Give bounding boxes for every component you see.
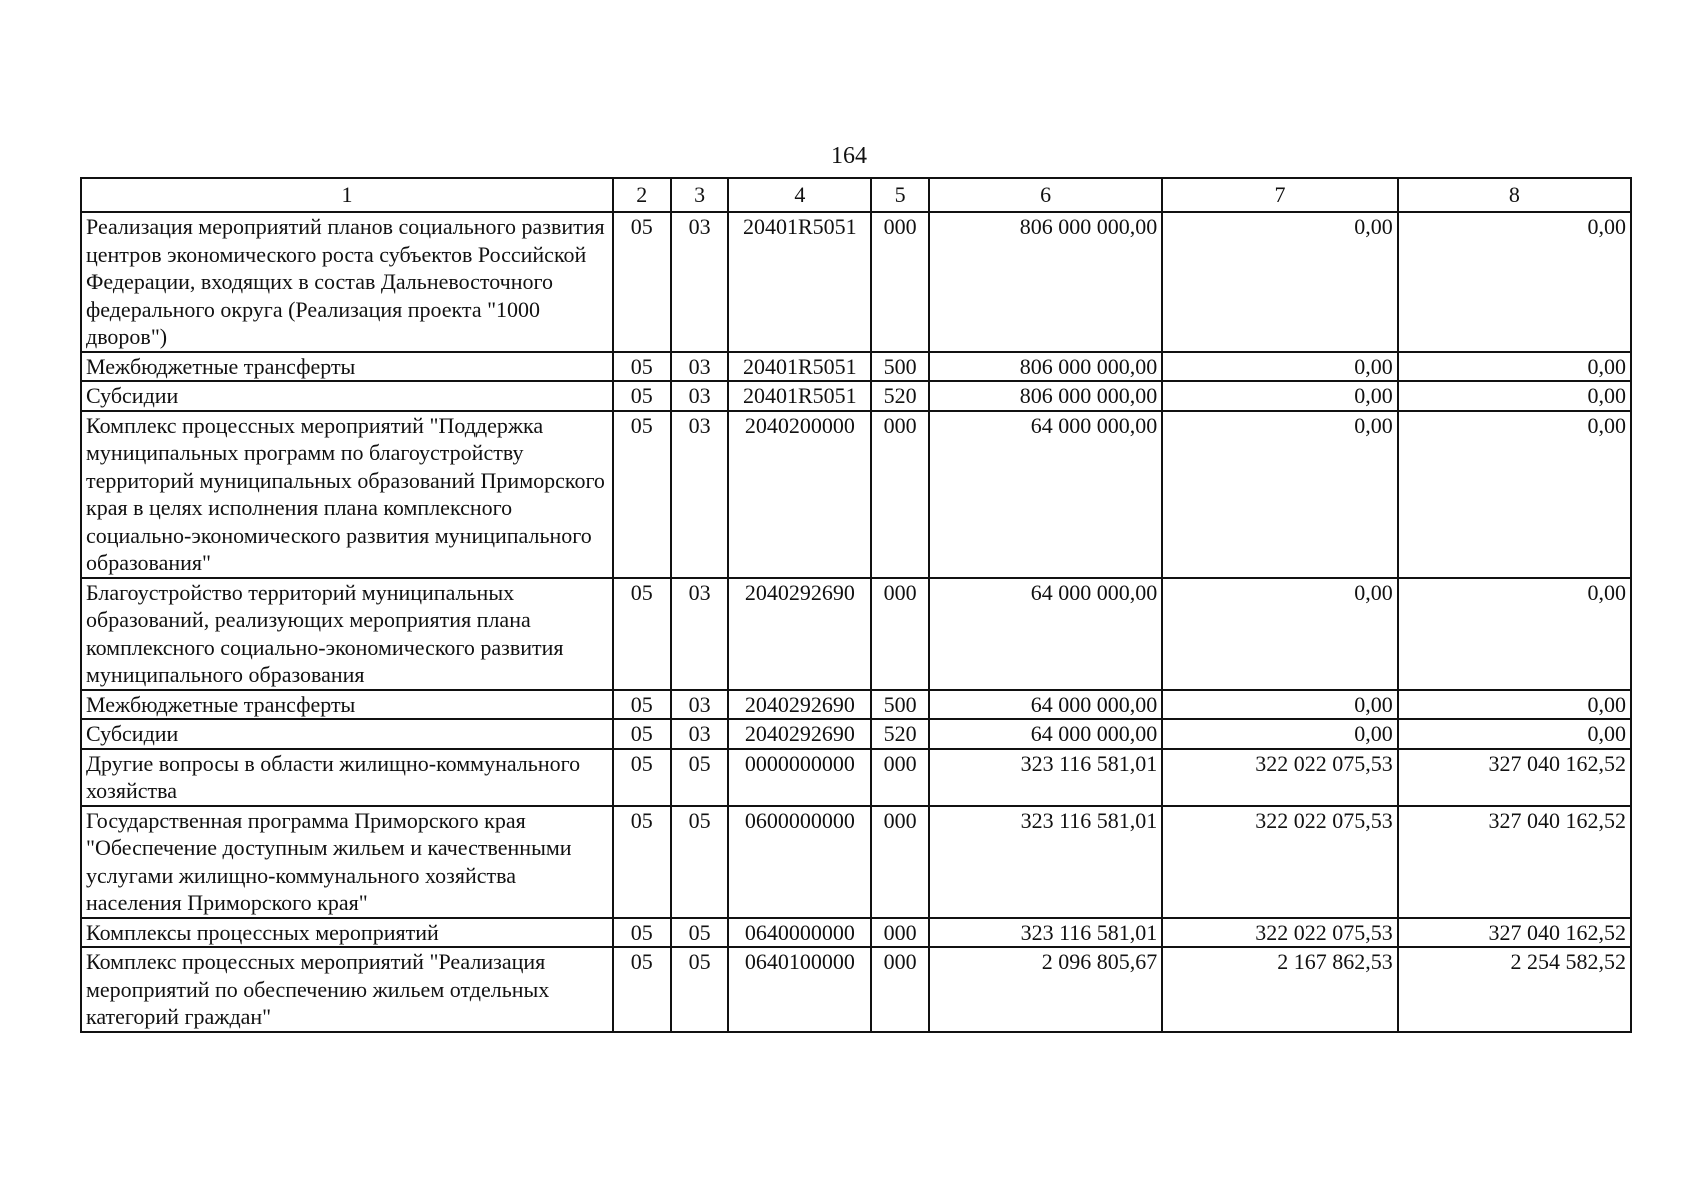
section-code: 05: [613, 212, 671, 352]
subsection-code: 03: [671, 411, 729, 578]
target-article-code: 2040292690: [728, 578, 871, 690]
amount-col-6: 323 116 581,01: [929, 806, 1162, 918]
amount-col-6: 64 000 000,00: [929, 411, 1162, 578]
expense-type-code: 000: [871, 918, 929, 948]
amount-col-7: 322 022 075,53: [1162, 806, 1397, 918]
row-name: Комплексы процессных мероприятий: [81, 918, 613, 948]
amount-col-8: 0,00: [1398, 381, 1631, 411]
amount-col-8: 327 040 162,52: [1398, 806, 1631, 918]
row-name: Другие вопросы в области жилищно-коммунального хозяйства: [81, 749, 613, 806]
table-row: [81, 352, 1631, 382]
expense-type-code: 000: [871, 411, 929, 578]
header-cell-5: 5: [871, 178, 929, 212]
header-cell-2: 2: [613, 178, 671, 212]
amount-col-6: 806 000 000,00: [929, 381, 1162, 411]
amount-col-6: 323 116 581,01: [929, 749, 1162, 806]
target-article-code: 0600000000: [728, 806, 871, 918]
subsection-code: 05: [671, 918, 729, 948]
amount-col-7: 0,00: [1162, 381, 1397, 411]
expense-type-code: 000: [871, 212, 929, 352]
section-code: 05: [613, 719, 671, 749]
table-row: [81, 918, 1631, 948]
section-code: 05: [613, 749, 671, 806]
section-code: 05: [613, 352, 671, 382]
amount-col-7: 0,00: [1162, 719, 1397, 749]
amount-col-7: 322 022 075,53: [1162, 918, 1397, 948]
expense-type-code: 520: [871, 381, 929, 411]
amount-col-6: 64 000 000,00: [929, 719, 1162, 749]
row-name: Реализация мероприятий планов социального развития центров экономического роста субъектов Российской Федерации, входящих в состав Дальневосточного федерального округа (Реализация проекта "1000 дворов"): [81, 212, 613, 352]
expense-type-code: 520: [871, 719, 929, 749]
amount-col-8: 327 040 162,52: [1398, 918, 1631, 948]
table-row: [81, 947, 1631, 1032]
table-row: [81, 806, 1631, 918]
expense-type-code: 500: [871, 352, 929, 382]
amount-col-8: 0,00: [1398, 352, 1631, 382]
amount-col-7: 0,00: [1162, 352, 1397, 382]
subsection-code: 05: [671, 947, 729, 1032]
amount-col-6: 806 000 000,00: [929, 212, 1162, 352]
table-row: [81, 578, 1631, 690]
expense-type-code: 000: [871, 749, 929, 806]
section-code: 05: [613, 690, 671, 720]
table-row: [81, 719, 1631, 749]
subsection-code: 03: [671, 690, 729, 720]
subsection-code: 05: [671, 749, 729, 806]
page-number: 164: [831, 143, 867, 169]
row-name: Комплекс процессных мероприятий "Реализация мероприятий по обеспечению жильем отдельных категорий граждан": [81, 947, 613, 1032]
target-article-code: 20401R5051: [728, 352, 871, 382]
table-row: [81, 749, 1631, 806]
row-name: Благоустройство территорий муниципальных образований, реализующих мероприятия плана комплексного социально-экономического развития муниципального образования: [81, 578, 613, 690]
target-article-code: 20401R5051: [728, 212, 871, 352]
header-cell-4: 4: [728, 178, 871, 212]
subsection-code: 03: [671, 578, 729, 690]
target-article-code: 0000000000: [728, 749, 871, 806]
row-name: Межбюджетные трансферты: [81, 352, 613, 382]
section-code: 05: [613, 381, 671, 411]
amount-col-8: 0,00: [1398, 578, 1631, 690]
header-cell-3: 3: [671, 178, 729, 212]
section-code: 05: [613, 918, 671, 948]
target-article-code: 20401R5051: [728, 381, 871, 411]
expense-type-code: 000: [871, 806, 929, 918]
header-cell-6: 6: [929, 178, 1162, 212]
target-article-code: 2040292690: [728, 719, 871, 749]
amount-col-7: 0,00: [1162, 411, 1397, 578]
subsection-code: 05: [671, 806, 729, 918]
section-code: 05: [613, 947, 671, 1032]
header-row: [81, 178, 1631, 212]
amount-col-7: 0,00: [1162, 690, 1397, 720]
table-row: [81, 381, 1631, 411]
header-cell-1: 1: [81, 178, 613, 212]
amount-col-8: 327 040 162,52: [1398, 749, 1631, 806]
amount-col-6: 2 096 805,67: [929, 947, 1162, 1032]
table-row: [81, 690, 1631, 720]
target-article-code: 0640000000: [728, 918, 871, 948]
amount-col-7: 0,00: [1162, 212, 1397, 352]
subsection-code: 03: [671, 719, 729, 749]
section-code: 05: [613, 578, 671, 690]
budget-table: [80, 177, 1632, 1033]
row-name: Межбюджетные трансферты: [81, 690, 613, 720]
row-name: Субсидии: [81, 719, 613, 749]
row-name: Комплекс процессных мероприятий "Поддержка муниципальных программ по благоустройству территорий муниципальных образований Приморского края в целях исполнения плана комплексного социально-экономического развития муниципального образования": [81, 411, 613, 578]
table-row: [81, 212, 1631, 352]
amount-col-6: 64 000 000,00: [929, 690, 1162, 720]
amount-col-6: 806 000 000,00: [929, 352, 1162, 382]
section-code: 05: [613, 806, 671, 918]
amount-col-7: 2 167 862,53: [1162, 947, 1397, 1032]
target-article-code: 0640100000: [728, 947, 871, 1032]
amount-col-8: 0,00: [1398, 212, 1631, 352]
amount-col-7: 0,00: [1162, 578, 1397, 690]
amount-col-7: 322 022 075,53: [1162, 749, 1397, 806]
expense-type-code: 000: [871, 578, 929, 690]
amount-col-6: 323 116 581,01: [929, 918, 1162, 948]
expense-type-code: 500: [871, 690, 929, 720]
subsection-code: 03: [671, 212, 729, 352]
amount-col-8: 2 254 582,52: [1398, 947, 1631, 1032]
section-code: 05: [613, 411, 671, 578]
header-cell-7: 7: [1162, 178, 1397, 212]
subsection-code: 03: [671, 352, 729, 382]
target-article-code: 2040200000: [728, 411, 871, 578]
target-article-code: 2040292690: [728, 690, 871, 720]
amount-col-8: 0,00: [1398, 719, 1631, 749]
amount-col-8: 0,00: [1398, 690, 1631, 720]
row-name: Субсидии: [81, 381, 613, 411]
amount-col-6: 64 000 000,00: [929, 578, 1162, 690]
row-name: Государственная программа Приморского края "Обеспечение доступным жильем и качественными услугами жилищно-коммунального хозяйства населения Приморского края": [81, 806, 613, 918]
subsection-code: 03: [671, 381, 729, 411]
expense-type-code: 000: [871, 947, 929, 1032]
table-row: [81, 411, 1631, 578]
amount-col-8: 0,00: [1398, 411, 1631, 578]
header-cell-8: 8: [1398, 178, 1631, 212]
